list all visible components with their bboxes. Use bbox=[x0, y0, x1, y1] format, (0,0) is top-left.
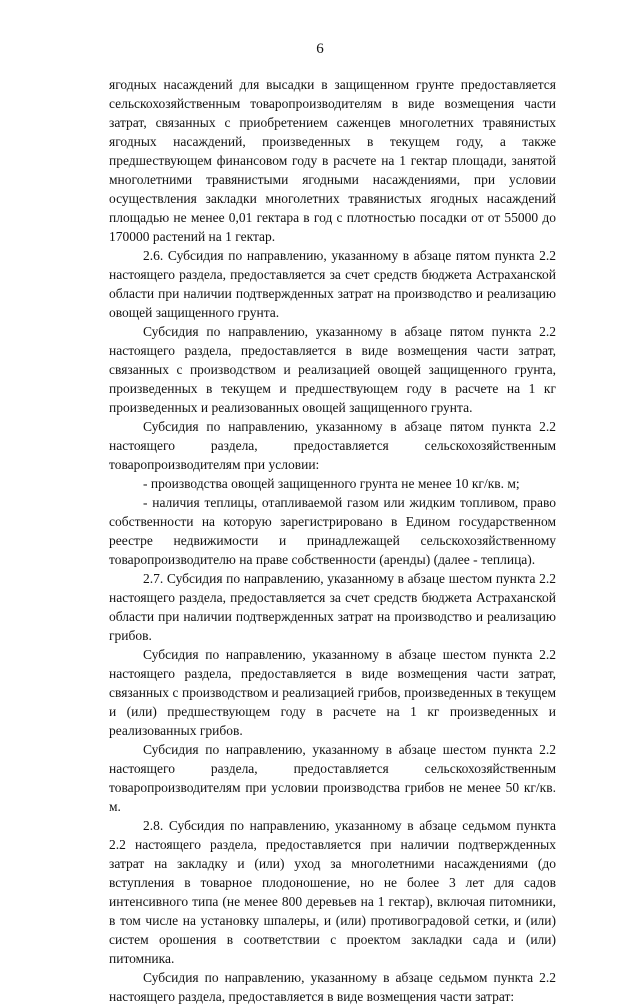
paragraph-subsidy-mushrooms-conditions: Субсидия по направлению, указанному в абзаце шестом пункта 2.2 настоящего раздела, предоставляется сельскохозяйственным товаропроизводителям при условии производства грибов не менее 50 кг/кв. м. bbox=[109, 742, 556, 814]
document-body bbox=[109, 75, 556, 1006]
list-item-production-condition: - производства овощей защищенного грунта не менее 10 кг/кв. м; bbox=[143, 476, 520, 491]
paragraph-continuation: ягодных насаждений для высадки в защищенном грунте предоставляется сельскохозяйственным товаропроизводителям в виде возмещения части затрат, связанных с приобретением саженцев многолетних травянистых ягодных насаждений, произведенных в текущем году, а также предшествующем финансовом году в расчете на 1 гектар площади, занятой многолетними травянистыми ягодными насаждениями, при условии осуществления закладки многолетних травянистых ягодных насаждений площадью не менее 0,01 гектара в год с плотностью посадки от от 55000 до 170000 растений на 1 гектар. bbox=[109, 77, 556, 244]
paragraph-subsidy-vegetables-conditions: Субсидия по направлению, указанному в абзаце пятом пункта 2.2 настоящего раздела, предоставляется сельскохозяйственным товаропроизводителям при условии: bbox=[109, 419, 556, 472]
paragraph-subsidy-vegetables-costs: Субсидия по направлению, указанному в абзаце пятом пункта 2.2 настоящего раздела, предоставляется в виде возмещения части затрат, связанных с производством и реализацией овощей защищенного грунта, произведенных в текущем и предшествующем году в расчете на 1 кг произведенных и реализованных овощей защищенного грунта. bbox=[109, 324, 556, 415]
paragraph-2-8: 2.8. Субсидия по направлению, указанному в абзаце седьмом пункта 2.2 настоящего раздела, предоставляется при наличии подтвержденных затрат на закладку и (или) уход за многолетними насаждениями (до вступления в товарное плодоношение, но не более 3 лет для садов интенсивного типа (не менее 800 деревьев на 1 гектар), включая питомники, в том числе на установку шпалеры, и (или) противоградовой сетки, и (или) систем орошения в соответствии с проектом закладки сада и (или) питомника. bbox=[109, 818, 556, 966]
list-item-greenhouse-condition: - наличия теплицы, отапливаемой газом или жидким топливом, право собственности на которую зарегистрировано в Едином государственном реестре недвижимости и принадлежащей сельскохозяйственному товаропроизводителю на праве собственности (аренды) (далее - теплица). bbox=[109, 495, 556, 567]
paragraph-subsidy-mushrooms-costs: Субсидия по направлению, указанному в абзаце шестом пункта 2.2 настоящего раздела, предоставляется в виде возмещения части затрат, связанных с производством и реализацией грибов, произведенных в текущем и (или) предшествующем году в расчете на 1 кг произведенных и реализованных грибов. bbox=[109, 647, 556, 738]
paragraph-2-6: 2.6. Субсидия по направлению, указанному в абзаце пятом пункта 2.2 настоящего раздела, предоставляется за счет средств бюджета Астраханской области при наличии подтвержденных затрат на производство и реализацию овощей защищенного грунта. bbox=[109, 248, 556, 320]
page-number: 6 bbox=[316, 41, 324, 57]
paragraph-subsidy-orchards-costs: Субсидия по направлению, указанному в абзаце седьмом пункта 2.2 настоящего раздела, предоставляется в виде возмещения части затрат: bbox=[109, 970, 556, 1004]
paragraph-2-7: 2.7. Субсидия по направлению, указанному в абзаце шестом пункта 2.2 настоящего раздела, предоставляется за счет средств бюджета Астраханской области при наличии подтвержденных затрат на производство и реализацию грибов. bbox=[109, 571, 556, 643]
